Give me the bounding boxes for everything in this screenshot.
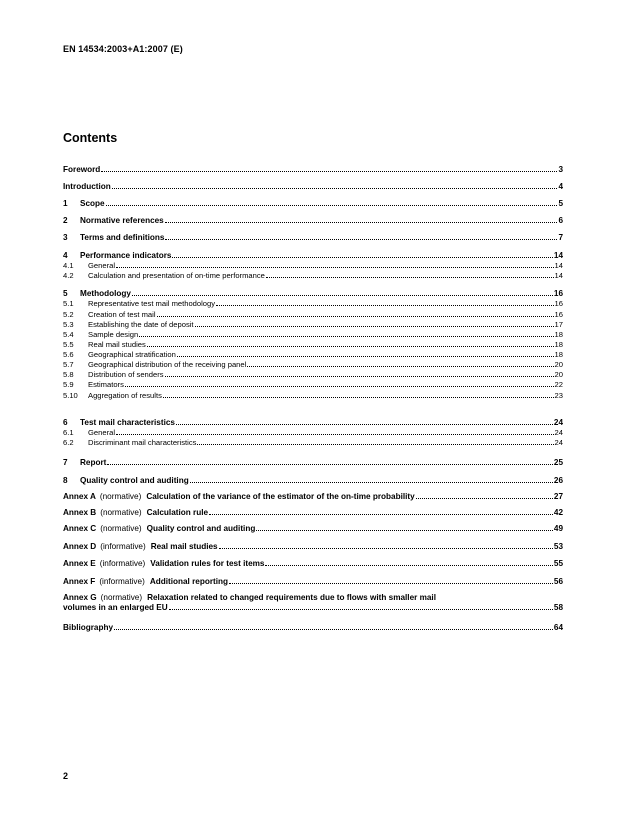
toc-leader-dots — [229, 577, 553, 584]
toc-entry-title: Performance indicators — [80, 251, 172, 260]
toc-leader-dots — [132, 289, 553, 296]
toc-page-number: 24 — [554, 438, 563, 447]
toc-entry[interactable] — [63, 524, 563, 533]
toc-leader-dots — [116, 428, 554, 435]
toc-page-number: 20 — [554, 360, 563, 369]
toc-entry[interactable] — [63, 623, 563, 632]
toc-section-number: 5.9 — [63, 380, 74, 389]
toc-page-number: 5 — [558, 199, 563, 208]
toc-page-number: 42 — [553, 508, 563, 517]
toc-entry-title: Report — [80, 458, 107, 467]
toc-annex-label: Annex E — [63, 559, 96, 568]
toc-entry[interactable] — [63, 216, 563, 225]
toc-entry[interactable] — [63, 559, 563, 568]
toc-leader-dots — [266, 271, 554, 278]
toc-leader-dots — [216, 299, 553, 306]
toc-leader-dots — [256, 524, 553, 531]
toc-entry[interactable] — [63, 320, 563, 329]
toc-entry[interactable] — [63, 350, 563, 359]
toc-annex-type: (normative) — [100, 524, 142, 533]
toc-entry-title: Aggregation of results — [88, 391, 162, 400]
toc-annex-type: (normative) — [100, 593, 143, 602]
toc-section-number: 7 — [63, 458, 68, 467]
toc-section-number: 5.4 — [63, 330, 74, 339]
toc-entry[interactable] — [63, 418, 563, 427]
toc-leader-dots — [176, 418, 553, 425]
toc-leader-dots — [112, 182, 558, 189]
toc-annex-label: Annex G — [63, 593, 97, 602]
toc-entry-title: Scope — [80, 199, 105, 208]
toc-entry[interactable] — [63, 299, 563, 308]
toc-page-number: 14 — [553, 251, 563, 260]
toc-entry[interactable] — [63, 199, 563, 208]
toc-entry[interactable] — [63, 492, 563, 501]
toc-leader-dots — [265, 559, 552, 566]
toc-annex-type: (normative) — [99, 492, 142, 501]
toc-leader-dots — [116, 261, 554, 268]
toc-leader-dots — [177, 350, 554, 357]
toc-leader-dots — [107, 458, 553, 465]
toc-leader-dots — [247, 360, 553, 367]
toc-annex-label: Annex D — [63, 542, 97, 551]
toc-page-number: 7 — [558, 233, 563, 242]
page-number: 2 — [63, 771, 69, 781]
toc-entry-title: Quality control and auditing — [80, 476, 189, 485]
toc-section-number: 6.1 — [63, 428, 74, 437]
toc-entry-title: Test mail characteristics — [80, 418, 175, 427]
toc-entry-title: General — [88, 428, 116, 437]
toc-page-number: 53 — [553, 542, 563, 551]
toc-entry[interactable] — [63, 370, 563, 379]
toc-page-number: 18 — [554, 340, 563, 349]
toc-entry[interactable] — [63, 428, 563, 437]
toc-entry[interactable] — [63, 233, 563, 242]
toc-section-number: 4.2 — [63, 271, 74, 280]
toc-page-number: 55 — [553, 559, 563, 568]
toc-entry-title: Estimators — [88, 380, 124, 389]
toc-entry-title: Distribution of senders — [88, 370, 164, 379]
toc-entry-title: Geographical stratification — [88, 350, 176, 359]
toc-entry-title: Foreword — [63, 165, 101, 174]
toc-leader-dots — [197, 438, 553, 445]
toc-section-number: 6 — [63, 418, 68, 427]
toc-page-number: 49 — [553, 524, 563, 533]
toc-section-number: 2 — [63, 216, 68, 225]
toc-entry[interactable] — [63, 593, 563, 613]
toc-entry[interactable] — [63, 577, 563, 586]
toc-page-number: 16 — [553, 289, 563, 298]
toc-leader-dots — [139, 330, 553, 337]
toc-leader-dots — [165, 233, 557, 240]
toc-section-number: 5.7 — [63, 360, 74, 369]
toc-entry[interactable] — [63, 251, 563, 260]
toc-page-number: 25 — [553, 458, 563, 467]
document-id-header: EN 14534:2003+A1:2007 (E) — [63, 44, 183, 54]
toc-section-number: 5.5 — [63, 340, 74, 349]
toc-section-number: 6.2 — [63, 438, 74, 447]
toc-annex-type: (informative) — [99, 559, 146, 568]
toc-entry-title: Establishing the date of deposit — [88, 320, 194, 329]
toc-leader-dots — [416, 492, 553, 499]
toc-page-number: 23 — [554, 391, 563, 400]
toc-leader-dots — [169, 603, 553, 610]
toc-entry[interactable] — [63, 438, 563, 447]
toc-section-number: 5.2 — [63, 310, 74, 319]
toc-page-number: 17 — [554, 320, 563, 329]
toc-page-number: 58 — [553, 603, 563, 612]
toc-section-number: 5.8 — [63, 370, 74, 379]
toc-entry[interactable] — [63, 340, 563, 349]
toc-entry-title: Additional reporting — [149, 577, 229, 586]
toc-annex-type: (informative) — [100, 542, 146, 551]
toc-page-number: 24 — [554, 428, 563, 437]
toc-section-number: 5.10 — [63, 391, 78, 400]
toc-entry[interactable] — [63, 310, 563, 319]
toc-entry[interactable] — [63, 458, 563, 467]
toc-leader-dots — [165, 216, 558, 223]
toc-leader-dots — [195, 320, 554, 327]
toc-annex-label: Annex F — [63, 577, 96, 586]
toc-annex-type: (normative) — [100, 508, 142, 517]
toc-section-number: 5.1 — [63, 299, 74, 308]
toc-page-number: 20 — [554, 370, 563, 379]
toc-section-number: 4.1 — [63, 261, 74, 270]
toc-entry-title: Quality control and auditing — [146, 524, 256, 533]
toc-page-number: 6 — [558, 216, 563, 225]
toc-page-number: 56 — [553, 577, 563, 586]
toc-annex-label: Annex B — [63, 508, 97, 517]
contents-heading: Contents — [63, 131, 118, 145]
toc-page-number: 26 — [553, 476, 563, 485]
toc-section-number: 5 — [63, 289, 68, 298]
toc-entry-title: Real mail studies — [150, 542, 218, 551]
toc-entry[interactable] — [63, 542, 563, 551]
toc-leader-dots — [106, 199, 558, 206]
toc-entry-title: Representative test mail methodology — [88, 299, 216, 308]
toc-entry-title: Geographical distribution of the receiving panel — [88, 360, 247, 369]
toc-page-number: 18 — [554, 330, 563, 339]
toc-entry[interactable] — [63, 289, 563, 298]
toc-page-number: 64 — [553, 623, 563, 632]
toc-page-number: 14 — [554, 271, 563, 280]
toc-entry-title: Introduction — [63, 182, 111, 191]
toc-section-number: 1 — [63, 199, 68, 208]
toc-leader-dots — [219, 542, 553, 549]
toc-entry-title: General — [88, 261, 116, 270]
toc-entry[interactable] — [63, 330, 563, 339]
toc-leader-dots — [209, 508, 553, 515]
toc-leader-dots — [172, 251, 552, 258]
toc-entry[interactable] — [63, 476, 563, 485]
toc-section-number: 5.3 — [63, 320, 74, 329]
toc-annex-label: Annex A — [63, 492, 96, 501]
toc-section-number: 4 — [63, 251, 68, 260]
toc-entry[interactable] — [63, 271, 563, 280]
toc-page-number: 22 — [554, 380, 563, 389]
toc-page-number: 3 — [558, 165, 563, 174]
toc-entry[interactable] — [63, 182, 563, 191]
toc-annex-type: (informative) — [99, 577, 145, 586]
toc-leader-dots — [114, 623, 553, 630]
toc-entry-title: Real mail studies — [88, 340, 146, 349]
toc-entry[interactable] — [63, 261, 563, 270]
toc-entry-title: Normative references — [80, 216, 164, 225]
toc-entry-title: Validation rules for test items — [150, 559, 265, 568]
toc-entry-title: Calculation and presentation of on-time performance — [88, 271, 265, 280]
toc-entry-title: Sample design — [88, 330, 139, 339]
toc-page-number: 4 — [558, 182, 563, 191]
toc-annex-label: Annex C — [63, 524, 97, 533]
toc-entry-title: Bibliography — [63, 623, 114, 632]
toc-entry[interactable] — [63, 508, 563, 517]
toc-entry-title: Calculation of the variance of the estimator of the on-time probability — [146, 492, 415, 501]
toc-entry[interactable] — [63, 165, 563, 174]
toc-leader-dots — [163, 391, 554, 398]
toc-entry-title: Methodology — [80, 289, 131, 298]
toc-page-number: 24 — [553, 418, 563, 427]
toc-leader-dots — [101, 165, 557, 172]
toc-entry[interactable] — [63, 391, 563, 400]
toc-section-number: 3 — [63, 233, 68, 242]
toc-page-number: 14 — [554, 261, 563, 270]
toc-section-number: 5.6 — [63, 350, 74, 359]
toc-entry-title-continued: volumes in an enlarged EU — [63, 603, 168, 612]
toc-entry-title: Discriminant mail characteristics — [88, 438, 197, 447]
toc-entry[interactable] — [63, 380, 563, 389]
toc-page-number: 16 — [554, 310, 563, 319]
toc-leader-dots — [165, 370, 554, 377]
toc-leader-dots — [147, 340, 554, 347]
toc-entry-title: Terms and definitions — [80, 233, 165, 242]
toc-leader-dots — [157, 310, 554, 317]
toc-entry-title: Creation of test mail — [88, 310, 156, 319]
toc-page-number: 16 — [554, 299, 563, 308]
toc-entry[interactable] — [63, 360, 563, 369]
toc-section-number: 8 — [63, 476, 68, 485]
toc-leader-dots — [125, 380, 554, 387]
toc-page-number: 18 — [554, 350, 563, 359]
toc-leader-dots — [190, 476, 553, 483]
toc-entry-title: Calculation rule — [146, 508, 209, 517]
toc-entry-title: Relaxation related to changed requirements due to flows with smaller mail — [147, 593, 436, 602]
toc-page-number: 27 — [553, 492, 563, 501]
